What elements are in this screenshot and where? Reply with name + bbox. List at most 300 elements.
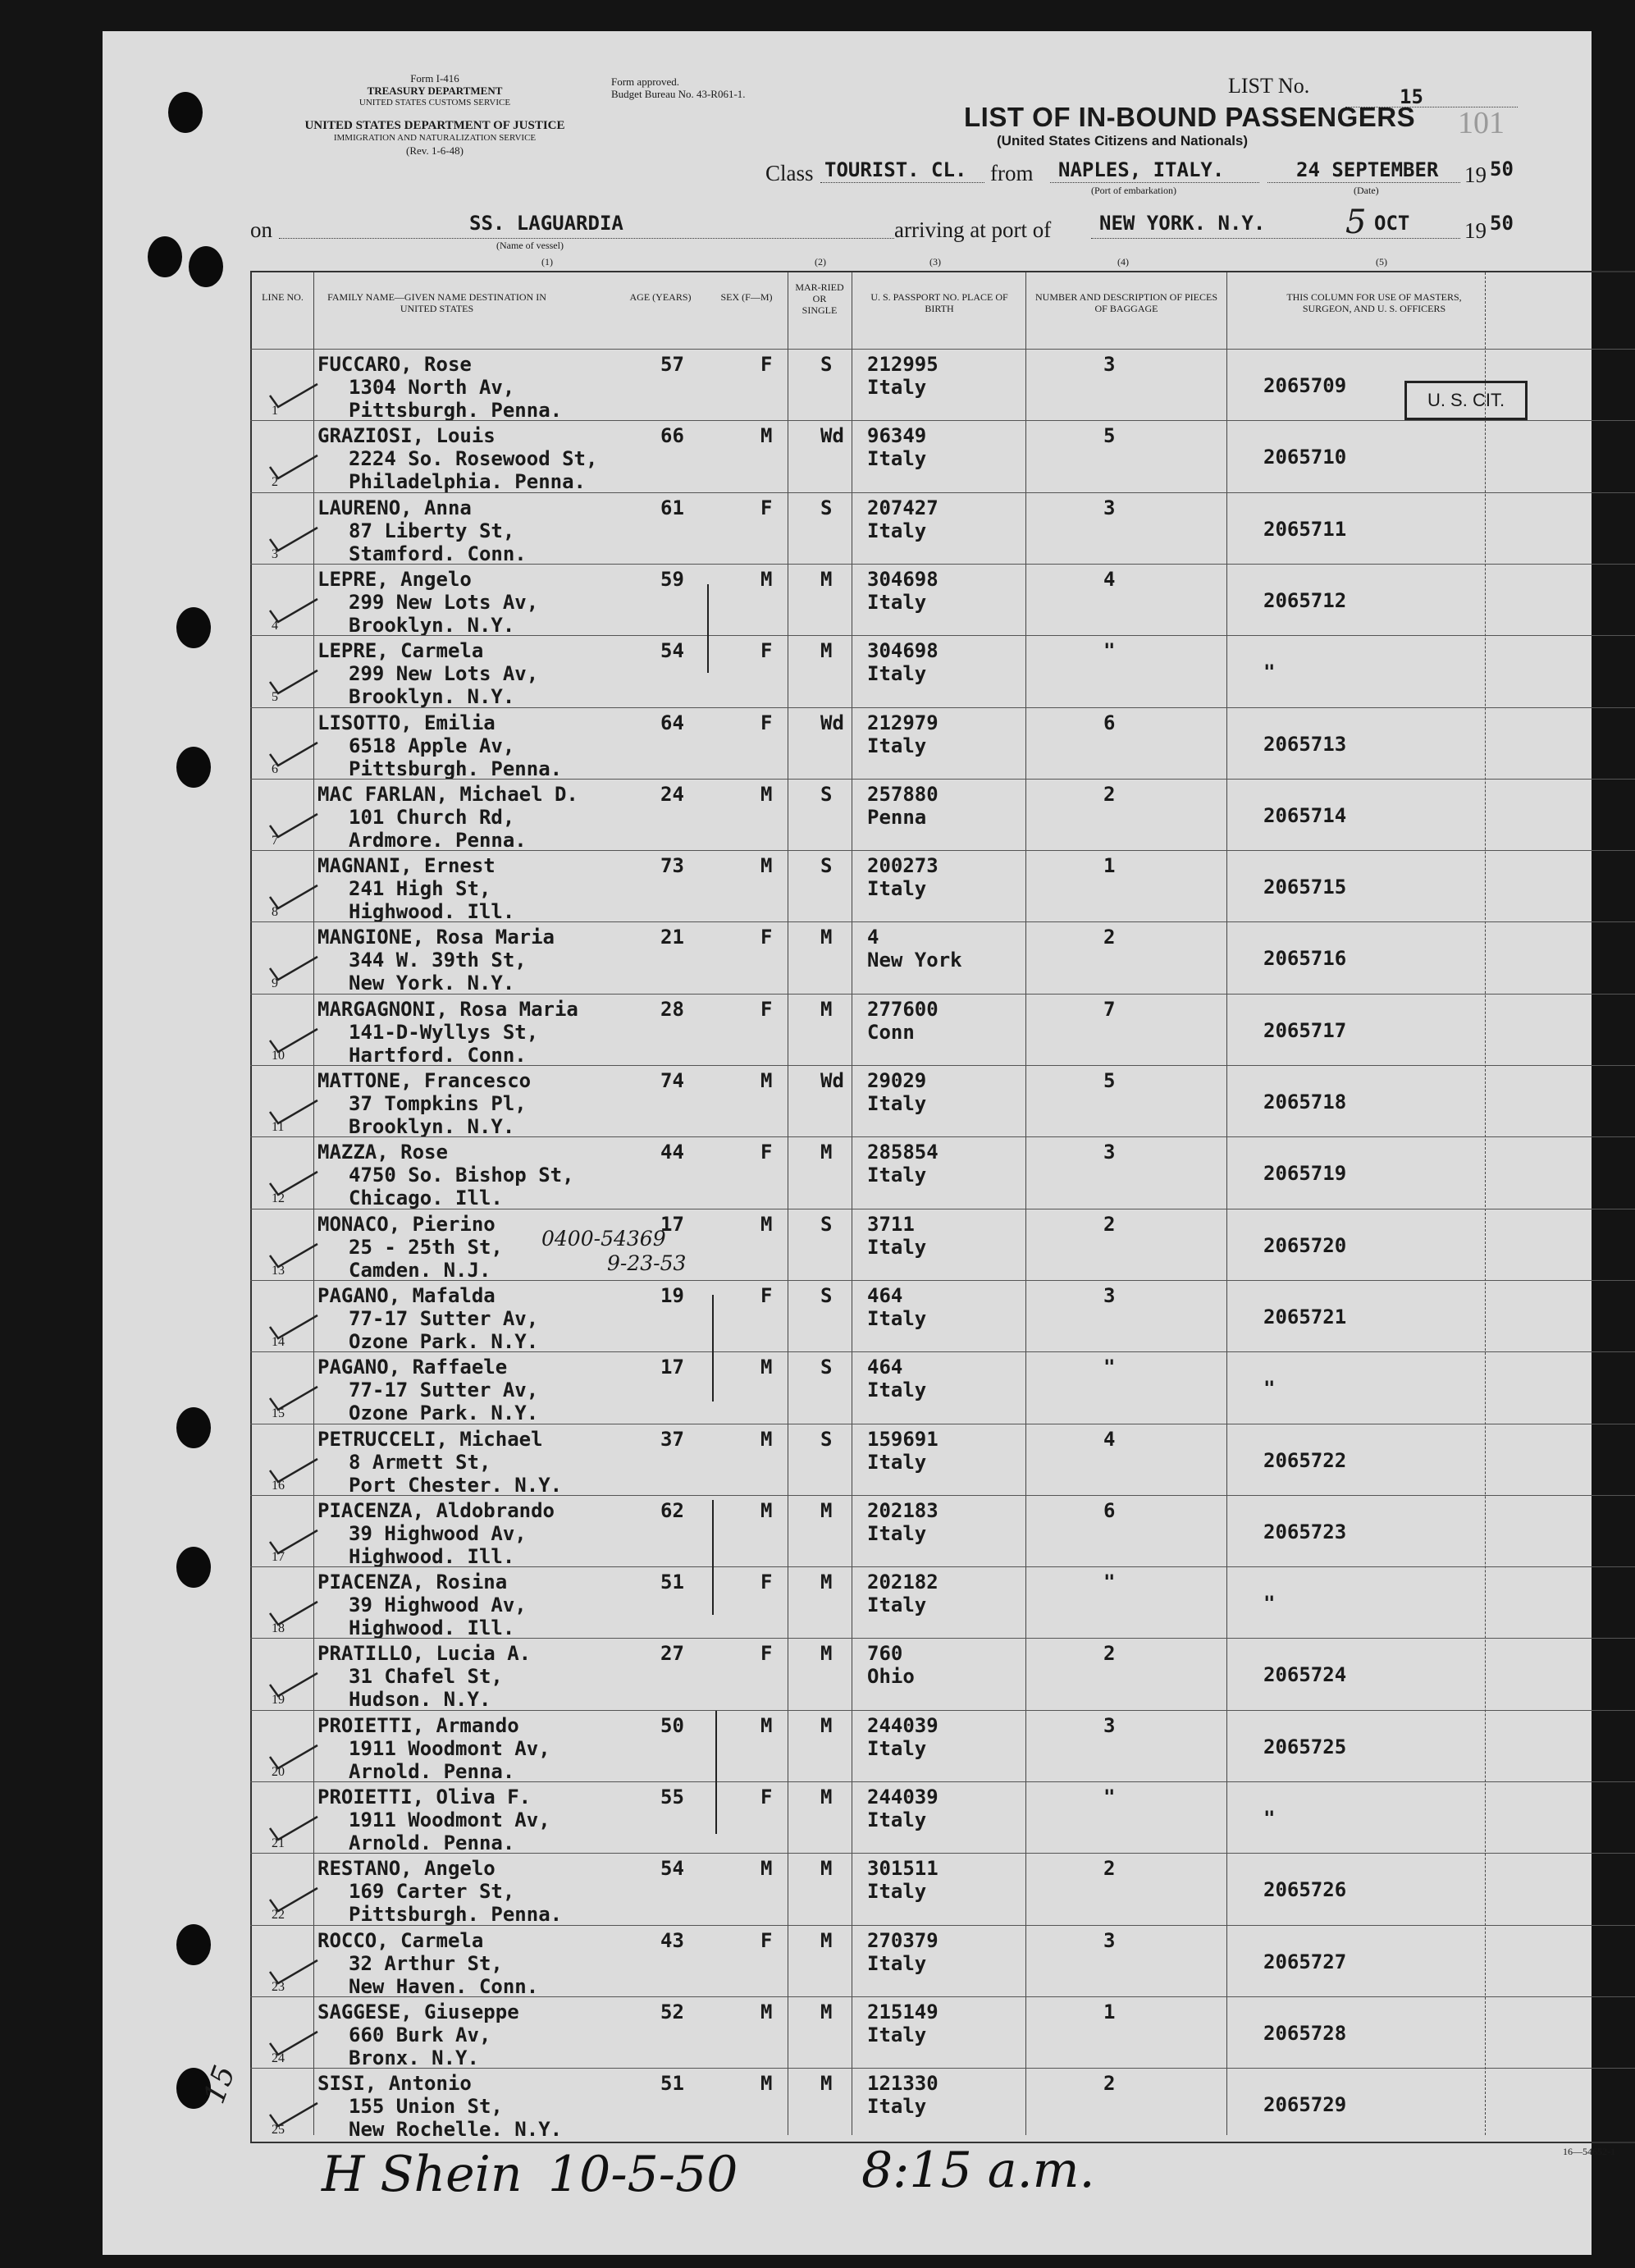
passenger-age: 43 bbox=[660, 1928, 684, 1952]
line-number: 2 bbox=[272, 475, 278, 490]
place-of-birth: Ohio bbox=[867, 1665, 915, 1689]
arrival-port: NEW YORK. N.Y. bbox=[1099, 212, 1266, 235]
passenger-name: PAGANO, Raffaele bbox=[317, 1356, 508, 1379]
passenger-city: Bronx. N.Y. bbox=[349, 2046, 479, 2069]
baggage-count: 3 bbox=[1103, 1141, 1116, 1164]
passenger-name: MAZZA, Rose bbox=[317, 1141, 448, 1164]
passenger-age: 50 bbox=[660, 1713, 684, 1737]
passenger-marital-status: M bbox=[820, 1857, 833, 1881]
check-mark-icon bbox=[267, 1883, 324, 1916]
line-number: 7 bbox=[272, 833, 278, 848]
dept-ins: IMMIGRATION AND NATURALIZATION SERVICE bbox=[333, 133, 537, 143]
table-row bbox=[250, 1424, 1635, 1496]
passenger-name: LEPRE, Carmela bbox=[317, 639, 484, 663]
line-number: 4 bbox=[272, 618, 278, 633]
binder-hole bbox=[148, 236, 182, 277]
officer-number: 2065720 bbox=[1263, 1233, 1347, 1257]
passenger-city: Highwood. Ill. bbox=[349, 900, 515, 924]
passenger-name: FUCCARO, Rose bbox=[317, 353, 472, 376]
officer-number: 2065716 bbox=[1263, 947, 1347, 971]
inspector-signature: H Shein bbox=[322, 2146, 523, 2203]
passenger-city: Brooklyn. N.Y. bbox=[349, 685, 515, 709]
passenger-city: New Haven. Conn. bbox=[349, 1974, 539, 1998]
check-mark-icon bbox=[267, 1812, 324, 1845]
passenger-city: Highwood. Ill. bbox=[349, 1616, 515, 1640]
arrival-day-handwritten: 5 bbox=[1345, 203, 1367, 241]
col-ref-2: (2) bbox=[815, 256, 826, 267]
check-mark-icon bbox=[267, 1310, 324, 1343]
passenger-sex: F bbox=[760, 997, 773, 1021]
binder-hole bbox=[176, 607, 211, 648]
passenger-sex: M bbox=[760, 1356, 773, 1379]
passport-number: 244039 bbox=[867, 1713, 939, 1737]
passenger-age: 54 bbox=[660, 639, 684, 663]
passenger-age: 57 bbox=[660, 353, 684, 376]
passenger-name: MAGNANI, Ernest bbox=[317, 854, 496, 878]
passenger-age: 73 bbox=[660, 854, 684, 878]
officer-number: 2065711 bbox=[1263, 517, 1347, 541]
officer-number: 2065728 bbox=[1263, 2021, 1347, 2045]
on-label: on bbox=[250, 217, 272, 242]
binder-hole bbox=[176, 1547, 211, 1588]
baggage-count: 5 bbox=[1103, 1069, 1116, 1092]
table-row bbox=[250, 2068, 1635, 2140]
table-row bbox=[250, 1781, 1635, 1854]
passport-number: 121330 bbox=[867, 2072, 939, 2096]
passenger-address: 87 Liberty St, bbox=[349, 519, 515, 542]
header-passport: U. S. PASSPORT NO. PLACE OF BIRTH bbox=[870, 291, 1008, 314]
passport-number: 202183 bbox=[867, 1498, 939, 1522]
year-prefix: 19 bbox=[1464, 162, 1487, 187]
passport-number: 96349 bbox=[867, 424, 927, 448]
passport-number: 270379 bbox=[867, 1928, 939, 1952]
baggage-count: 4 bbox=[1103, 567, 1116, 591]
passenger-marital-status: Wd bbox=[820, 711, 844, 734]
table-row bbox=[250, 1853, 1635, 1925]
place-of-birth: Italy bbox=[867, 877, 927, 901]
annotation-date: 9-23-53 bbox=[607, 1251, 687, 1275]
officer-number: 2065719 bbox=[1263, 1162, 1347, 1186]
baggage-count: 2 bbox=[1103, 1642, 1116, 1666]
passenger-marital-status: M bbox=[820, 1928, 833, 1952]
col-ref-5: (5) bbox=[1376, 256, 1387, 267]
passenger-marital-status: M bbox=[820, 1571, 833, 1594]
us-citizen-stamp: U. S. CIT. bbox=[1404, 381, 1528, 420]
passenger-name: PRATILLO, Lucia A. bbox=[317, 1642, 532, 1666]
header-name: FAMILY NAME—GIVEN NAME DESTINATION IN UNITED STATES bbox=[327, 291, 546, 314]
passenger-name: PIACENZA, Rosina bbox=[317, 1571, 508, 1594]
place-of-birth: Italy bbox=[867, 1379, 927, 1402]
passenger-sex: F bbox=[760, 926, 773, 949]
passenger-marital-status: M bbox=[820, 1141, 833, 1164]
line-number: 8 bbox=[272, 905, 278, 920]
passport-number: 760 bbox=[867, 1642, 903, 1666]
passenger-city: Camden. N.J. bbox=[349, 1258, 491, 1282]
passenger-city: Philadelphia. Penna. bbox=[349, 470, 586, 494]
place-of-birth: Italy bbox=[867, 1808, 927, 1831]
passenger-age: 17 bbox=[660, 1212, 684, 1236]
passenger-address: 1304 North Av, bbox=[349, 376, 515, 399]
signature-date: 10-5-50 bbox=[548, 2146, 738, 2203]
list-no-label: LIST No. bbox=[1228, 74, 1310, 98]
passenger-sex: M bbox=[760, 854, 773, 878]
table-row bbox=[250, 1209, 1635, 1281]
footer-code: 16—54652-1 bbox=[1563, 2146, 1615, 2157]
table-row bbox=[250, 1566, 1635, 1639]
officer-number: " bbox=[1263, 1807, 1276, 1830]
passenger-address: 39 Highwood Av, bbox=[349, 1521, 527, 1545]
passenger-address: 299 New Lots Av, bbox=[349, 590, 539, 614]
officer-number: 2065714 bbox=[1263, 803, 1347, 827]
passport-number: 464 bbox=[867, 1283, 903, 1307]
check-mark-icon bbox=[267, 1382, 324, 1415]
table-row bbox=[250, 1996, 1635, 2069]
table-row bbox=[250, 850, 1635, 922]
table-row bbox=[250, 1351, 1635, 1424]
header-age: AGE (YEARS) bbox=[629, 291, 692, 303]
class-label: Class bbox=[765, 161, 814, 185]
passenger-address: 2224 So. Rosewood St, bbox=[349, 447, 598, 471]
baggage-count: 2 bbox=[1103, 1212, 1116, 1236]
line-number: 9 bbox=[272, 976, 278, 991]
table-row bbox=[250, 420, 1635, 492]
passport-number: 285854 bbox=[867, 1141, 939, 1164]
table-row bbox=[250, 1925, 1635, 1997]
passenger-sex: M bbox=[760, 1212, 773, 1236]
passenger-address: 169 Carter St, bbox=[349, 1880, 515, 1904]
passenger-age: 66 bbox=[660, 424, 684, 448]
place-of-birth: Italy bbox=[867, 734, 927, 757]
place-of-birth: Conn bbox=[867, 1020, 915, 1044]
line-number: 25 bbox=[272, 2123, 285, 2138]
passenger-marital-status: M bbox=[820, 2072, 833, 2096]
check-mark-icon bbox=[267, 1597, 324, 1630]
passenger-name: MARGAGNONI, Rosa Maria bbox=[317, 997, 578, 1021]
line-number: 15 bbox=[272, 1406, 285, 1421]
line-number: 19 bbox=[272, 1693, 285, 1708]
baggage-count: 3 bbox=[1103, 496, 1116, 519]
check-mark-icon bbox=[267, 1095, 324, 1128]
baggage-count: 4 bbox=[1103, 1427, 1116, 1451]
passenger-city: Pittsburgh. Penna. bbox=[349, 399, 563, 422]
arrival-year-prefix: 19 bbox=[1464, 218, 1487, 243]
from-label: from bbox=[990, 161, 1034, 185]
check-mark-icon bbox=[267, 1239, 324, 1272]
passenger-address: 25 - 25th St, bbox=[349, 1235, 503, 1259]
passenger-address: 37 Tompkins Pl, bbox=[349, 1092, 527, 1115]
passenger-address: 141-D-Wyllys St, bbox=[349, 1020, 539, 1044]
year-suffix: 50 bbox=[1490, 158, 1514, 181]
passenger-marital-status: S bbox=[820, 854, 833, 878]
passenger-address: 39 Highwood Av, bbox=[349, 1594, 527, 1617]
passenger-marital-status: S bbox=[820, 1356, 833, 1379]
passenger-city: Ozone Park. N.Y. bbox=[349, 1329, 539, 1353]
officer-number: 2065718 bbox=[1263, 1091, 1347, 1113]
passenger-age: 62 bbox=[660, 1498, 684, 1522]
passenger-sex: M bbox=[760, 2072, 773, 2096]
passenger-city: Ozone Park. N.Y. bbox=[349, 1401, 539, 1425]
check-mark-icon bbox=[267, 1167, 324, 1200]
passenger-age: 64 bbox=[660, 711, 684, 734]
place-of-birth: Penna bbox=[867, 805, 927, 829]
passenger-marital-status: M bbox=[820, 1498, 833, 1522]
passenger-name: PETRUCCELI, Michael bbox=[317, 1427, 543, 1451]
passenger-name: PROIETTI, Oliva F. bbox=[317, 1786, 532, 1808]
passenger-age: 52 bbox=[660, 2000, 684, 2023]
dept-justice: UNITED STATES DEPARTMENT OF JUSTICE bbox=[304, 119, 565, 132]
line-number: 5 bbox=[272, 690, 278, 705]
line-number: 6 bbox=[272, 761, 278, 776]
table-row bbox=[250, 707, 1635, 780]
passenger-marital-status: Wd bbox=[820, 1069, 844, 1092]
passenger-marital-status: S bbox=[820, 1427, 833, 1451]
passenger-city: Brooklyn. N.Y. bbox=[349, 1115, 515, 1138]
officer-number: 2065712 bbox=[1263, 588, 1347, 612]
line-number: 14 bbox=[272, 1334, 285, 1349]
passenger-sex: M bbox=[760, 1427, 773, 1451]
binder-hole bbox=[176, 1924, 211, 1965]
passport-number: 202182 bbox=[867, 1571, 939, 1594]
passenger-address: 77-17 Sutter Av, bbox=[349, 1379, 539, 1402]
passenger-name: PROIETTI, Armando bbox=[317, 1713, 519, 1737]
passenger-city: Ardmore. Penna. bbox=[349, 828, 527, 852]
port-of-embarkation: NAPLES, ITALY. bbox=[1058, 158, 1225, 181]
check-mark-icon bbox=[267, 1525, 324, 1558]
officer-number: " bbox=[1263, 1377, 1276, 1401]
document-subtitle: (United States Citizens and Nationals) bbox=[997, 133, 1249, 149]
officer-number: 2065726 bbox=[1263, 1878, 1347, 1902]
place-of-birth: Italy bbox=[867, 662, 927, 686]
check-mark-icon bbox=[267, 1668, 324, 1701]
place-of-birth: New York bbox=[867, 949, 962, 972]
passenger-city: Highwood. Ill. bbox=[349, 1544, 515, 1568]
passenger-name: PAGANO, Mafalda bbox=[317, 1283, 496, 1307]
passenger-marital-status: S bbox=[820, 1212, 833, 1236]
check-mark-icon bbox=[267, 880, 324, 913]
baggage-count: 2 bbox=[1103, 1857, 1116, 1881]
passenger-marital-status: M bbox=[820, 567, 833, 591]
passenger-name: LISOTTO, Emilia bbox=[317, 711, 496, 734]
passport-number: 159691 bbox=[867, 1427, 939, 1451]
passenger-age: 74 bbox=[660, 1069, 684, 1092]
passenger-age: 51 bbox=[660, 2072, 684, 2096]
passport-number: 244039 bbox=[867, 1786, 939, 1808]
passenger-sex: F bbox=[760, 711, 773, 734]
col-ref-1: (1) bbox=[541, 256, 553, 267]
passenger-marital-status: S bbox=[820, 1283, 833, 1307]
passenger-age: 61 bbox=[660, 496, 684, 519]
arrival-month: OCT bbox=[1374, 212, 1410, 235]
passenger-sex: M bbox=[760, 1857, 773, 1881]
passenger-city: Port Chester. N.Y. bbox=[349, 1473, 563, 1497]
check-mark-icon bbox=[267, 379, 324, 412]
departure-date: 24 SEPTEMBER bbox=[1296, 158, 1439, 181]
officer-number: " bbox=[1263, 661, 1276, 684]
place-of-birth: Italy bbox=[867, 1594, 927, 1617]
port-caption: (Port of embarkation) bbox=[1091, 185, 1176, 196]
line-number: 16 bbox=[272, 1478, 285, 1493]
col-ref-4: (4) bbox=[1117, 256, 1129, 267]
passenger-name: LEPRE, Angelo bbox=[317, 567, 472, 591]
officer-number: 2065722 bbox=[1263, 1448, 1347, 1472]
passenger-marital-status: S bbox=[820, 782, 833, 806]
passenger-name: ROCCO, Carmela bbox=[317, 1928, 484, 1952]
table-row bbox=[250, 1710, 1635, 1782]
place-of-birth: Italy bbox=[867, 2095, 927, 2119]
passenger-sex: F bbox=[760, 1283, 773, 1307]
passenger-age: 37 bbox=[660, 1427, 684, 1451]
passenger-sex: M bbox=[760, 567, 773, 591]
page-number: 101 bbox=[1458, 106, 1505, 140]
form-number: Form I-416 bbox=[410, 72, 459, 85]
baggage-count: 2 bbox=[1103, 782, 1116, 806]
passenger-address: 299 New Lots Av, bbox=[349, 662, 539, 686]
passenger-city: Arnold. Penna. bbox=[349, 1759, 515, 1783]
line-number: 24 bbox=[272, 2051, 285, 2065]
officer-number: 2065709 bbox=[1263, 374, 1347, 397]
passport-number: 304698 bbox=[867, 639, 939, 663]
place-of-birth: Italy bbox=[867, 519, 927, 542]
check-mark-icon bbox=[267, 1454, 324, 1487]
passenger-age: 24 bbox=[660, 782, 684, 806]
passport-number: 464 bbox=[867, 1356, 903, 1379]
place-of-birth: Italy bbox=[867, 1306, 927, 1330]
baggage-count: 6 bbox=[1103, 711, 1116, 734]
passenger-age: 19 bbox=[660, 1283, 684, 1307]
arriving-label: arriving at port of bbox=[894, 217, 1052, 242]
passenger-city: Chicago. Ill. bbox=[349, 1187, 503, 1210]
officer-number: 2065721 bbox=[1263, 1305, 1347, 1328]
passport-number: 215149 bbox=[867, 2000, 939, 2023]
check-mark-icon bbox=[267, 1740, 324, 1773]
form-justice-block bbox=[246, 120, 623, 157]
dept-customs: UNITED STATES CUSTOMS SERVICE bbox=[359, 98, 511, 107]
table-row bbox=[250, 1065, 1635, 1137]
form-approved: Form approved. bbox=[611, 75, 680, 88]
officer-number: 2065725 bbox=[1263, 1735, 1347, 1758]
baggage-count: 1 bbox=[1103, 2000, 1116, 2023]
passenger-address: 660 Burk Av, bbox=[349, 2023, 491, 2046]
passenger-address: 241 High St, bbox=[349, 877, 491, 901]
passenger-marital-status: S bbox=[820, 353, 833, 376]
passenger-city: New Rochelle. N.Y. bbox=[349, 2118, 563, 2142]
passenger-marital-status: M bbox=[820, 926, 833, 949]
check-mark-icon bbox=[267, 1024, 324, 1057]
signature-time: 8:15 a.m. bbox=[861, 2142, 1095, 2199]
baggage-count: 6 bbox=[1103, 1498, 1116, 1522]
binder-hole bbox=[189, 246, 223, 287]
officer-number: 2065723 bbox=[1263, 1520, 1347, 1543]
officer-number: 2065715 bbox=[1263, 876, 1347, 899]
check-mark-icon bbox=[267, 523, 324, 556]
passenger-sex: M bbox=[760, 424, 773, 448]
margin-mark: 15 bbox=[197, 2060, 243, 2109]
line-number: 20 bbox=[272, 1764, 285, 1779]
passenger-marital-status: M bbox=[820, 2000, 833, 2023]
line-number: 22 bbox=[272, 1908, 285, 1923]
passport-number: 3711 bbox=[867, 1212, 915, 1236]
passport-number: 212979 bbox=[867, 711, 939, 734]
baggage-count: 3 bbox=[1103, 353, 1116, 376]
passenger-age: 17 bbox=[660, 1356, 684, 1379]
line-number: 21 bbox=[272, 1836, 285, 1850]
passenger-address: 344 W. 39th St, bbox=[349, 949, 527, 972]
table-row bbox=[250, 1495, 1635, 1567]
passenger-city: Hartford. Conn. bbox=[349, 1043, 527, 1067]
passenger-name: SISI, Antonio bbox=[317, 2072, 472, 2096]
binder-hole bbox=[176, 747, 211, 788]
passenger-address: 155 Union St, bbox=[349, 2095, 503, 2119]
form-dept-block bbox=[332, 72, 537, 109]
baggage-count: 3 bbox=[1103, 1713, 1116, 1737]
passenger-name: RESTANO, Angelo bbox=[317, 1857, 496, 1881]
passenger-city: Pittsburgh. Penna. bbox=[349, 1903, 563, 1927]
table-row bbox=[250, 1280, 1635, 1352]
baggage-count: " bbox=[1103, 1356, 1116, 1379]
header-marital-status: MAR-RIED OR SINGLE bbox=[795, 281, 844, 316]
vessel-name: SS. LAGUARDIA bbox=[469, 212, 623, 235]
baggage-count: 2 bbox=[1103, 926, 1116, 949]
officer-number: 2065710 bbox=[1263, 446, 1347, 469]
passport-number: 212995 bbox=[867, 353, 939, 376]
header-sex: SEX (F—M) bbox=[720, 291, 773, 303]
baggage-count: 7 bbox=[1103, 997, 1116, 1021]
officer-number: 2065713 bbox=[1263, 732, 1347, 756]
table-row bbox=[250, 1638, 1635, 1710]
passenger-sex: M bbox=[760, 782, 773, 806]
check-mark-icon bbox=[267, 450, 324, 483]
baggage-count: 5 bbox=[1103, 424, 1116, 448]
place-of-birth: Italy bbox=[867, 1235, 927, 1259]
header-officers: THIS COLUMN FOR USE OF MASTERS, SURGEON, AND U. S. OFFICERS bbox=[1286, 291, 1462, 314]
passenger-sex: M bbox=[760, 1069, 773, 1092]
check-mark-icon bbox=[267, 2027, 324, 2060]
line-number: 12 bbox=[272, 1191, 285, 1206]
passenger-age: 59 bbox=[660, 567, 684, 591]
passenger-sex: M bbox=[760, 2000, 773, 2023]
place-of-birth: Italy bbox=[867, 1951, 927, 1975]
passenger-sex: F bbox=[760, 496, 773, 519]
place-of-birth: Italy bbox=[867, 1736, 927, 1760]
line-number: 13 bbox=[272, 1263, 285, 1278]
line-number: 17 bbox=[272, 1549, 285, 1564]
passenger-sex: F bbox=[760, 639, 773, 663]
passenger-marital-status: M bbox=[820, 997, 833, 1021]
place-of-birth: Italy bbox=[867, 1164, 927, 1187]
annotation-number: 0400-54369 bbox=[541, 1227, 666, 1251]
passport-number: 301511 bbox=[867, 1857, 939, 1881]
dept-treasury: TREASURY DEPARTMENT bbox=[367, 85, 503, 97]
passenger-city: Pittsburgh. Penna. bbox=[349, 757, 563, 780]
baggage-count: 3 bbox=[1103, 1283, 1116, 1307]
passenger-name: MONACO, Pierino bbox=[317, 1212, 496, 1236]
place-of-birth: Italy bbox=[867, 376, 927, 399]
officer-number: 2065717 bbox=[1263, 1018, 1347, 1042]
line-number: 23 bbox=[272, 1979, 285, 1994]
officer-number: 2065729 bbox=[1263, 2093, 1347, 2117]
passenger-name: GRAZIOSI, Louis bbox=[317, 424, 496, 448]
passenger-address: 31 Chafel St, bbox=[349, 1665, 503, 1689]
place-of-birth: Italy bbox=[867, 1092, 927, 1115]
form-revision: (Rev. 1-6-48) bbox=[406, 144, 464, 157]
officer-number: " bbox=[1263, 1592, 1276, 1616]
passenger-name: MANGIONE, Rosa Maria bbox=[317, 926, 555, 949]
check-mark-icon bbox=[267, 738, 324, 770]
passenger-marital-status: M bbox=[820, 1713, 833, 1737]
passport-number: 4 bbox=[867, 926, 879, 949]
table-row bbox=[250, 921, 1635, 994]
binder-hole bbox=[168, 92, 203, 133]
